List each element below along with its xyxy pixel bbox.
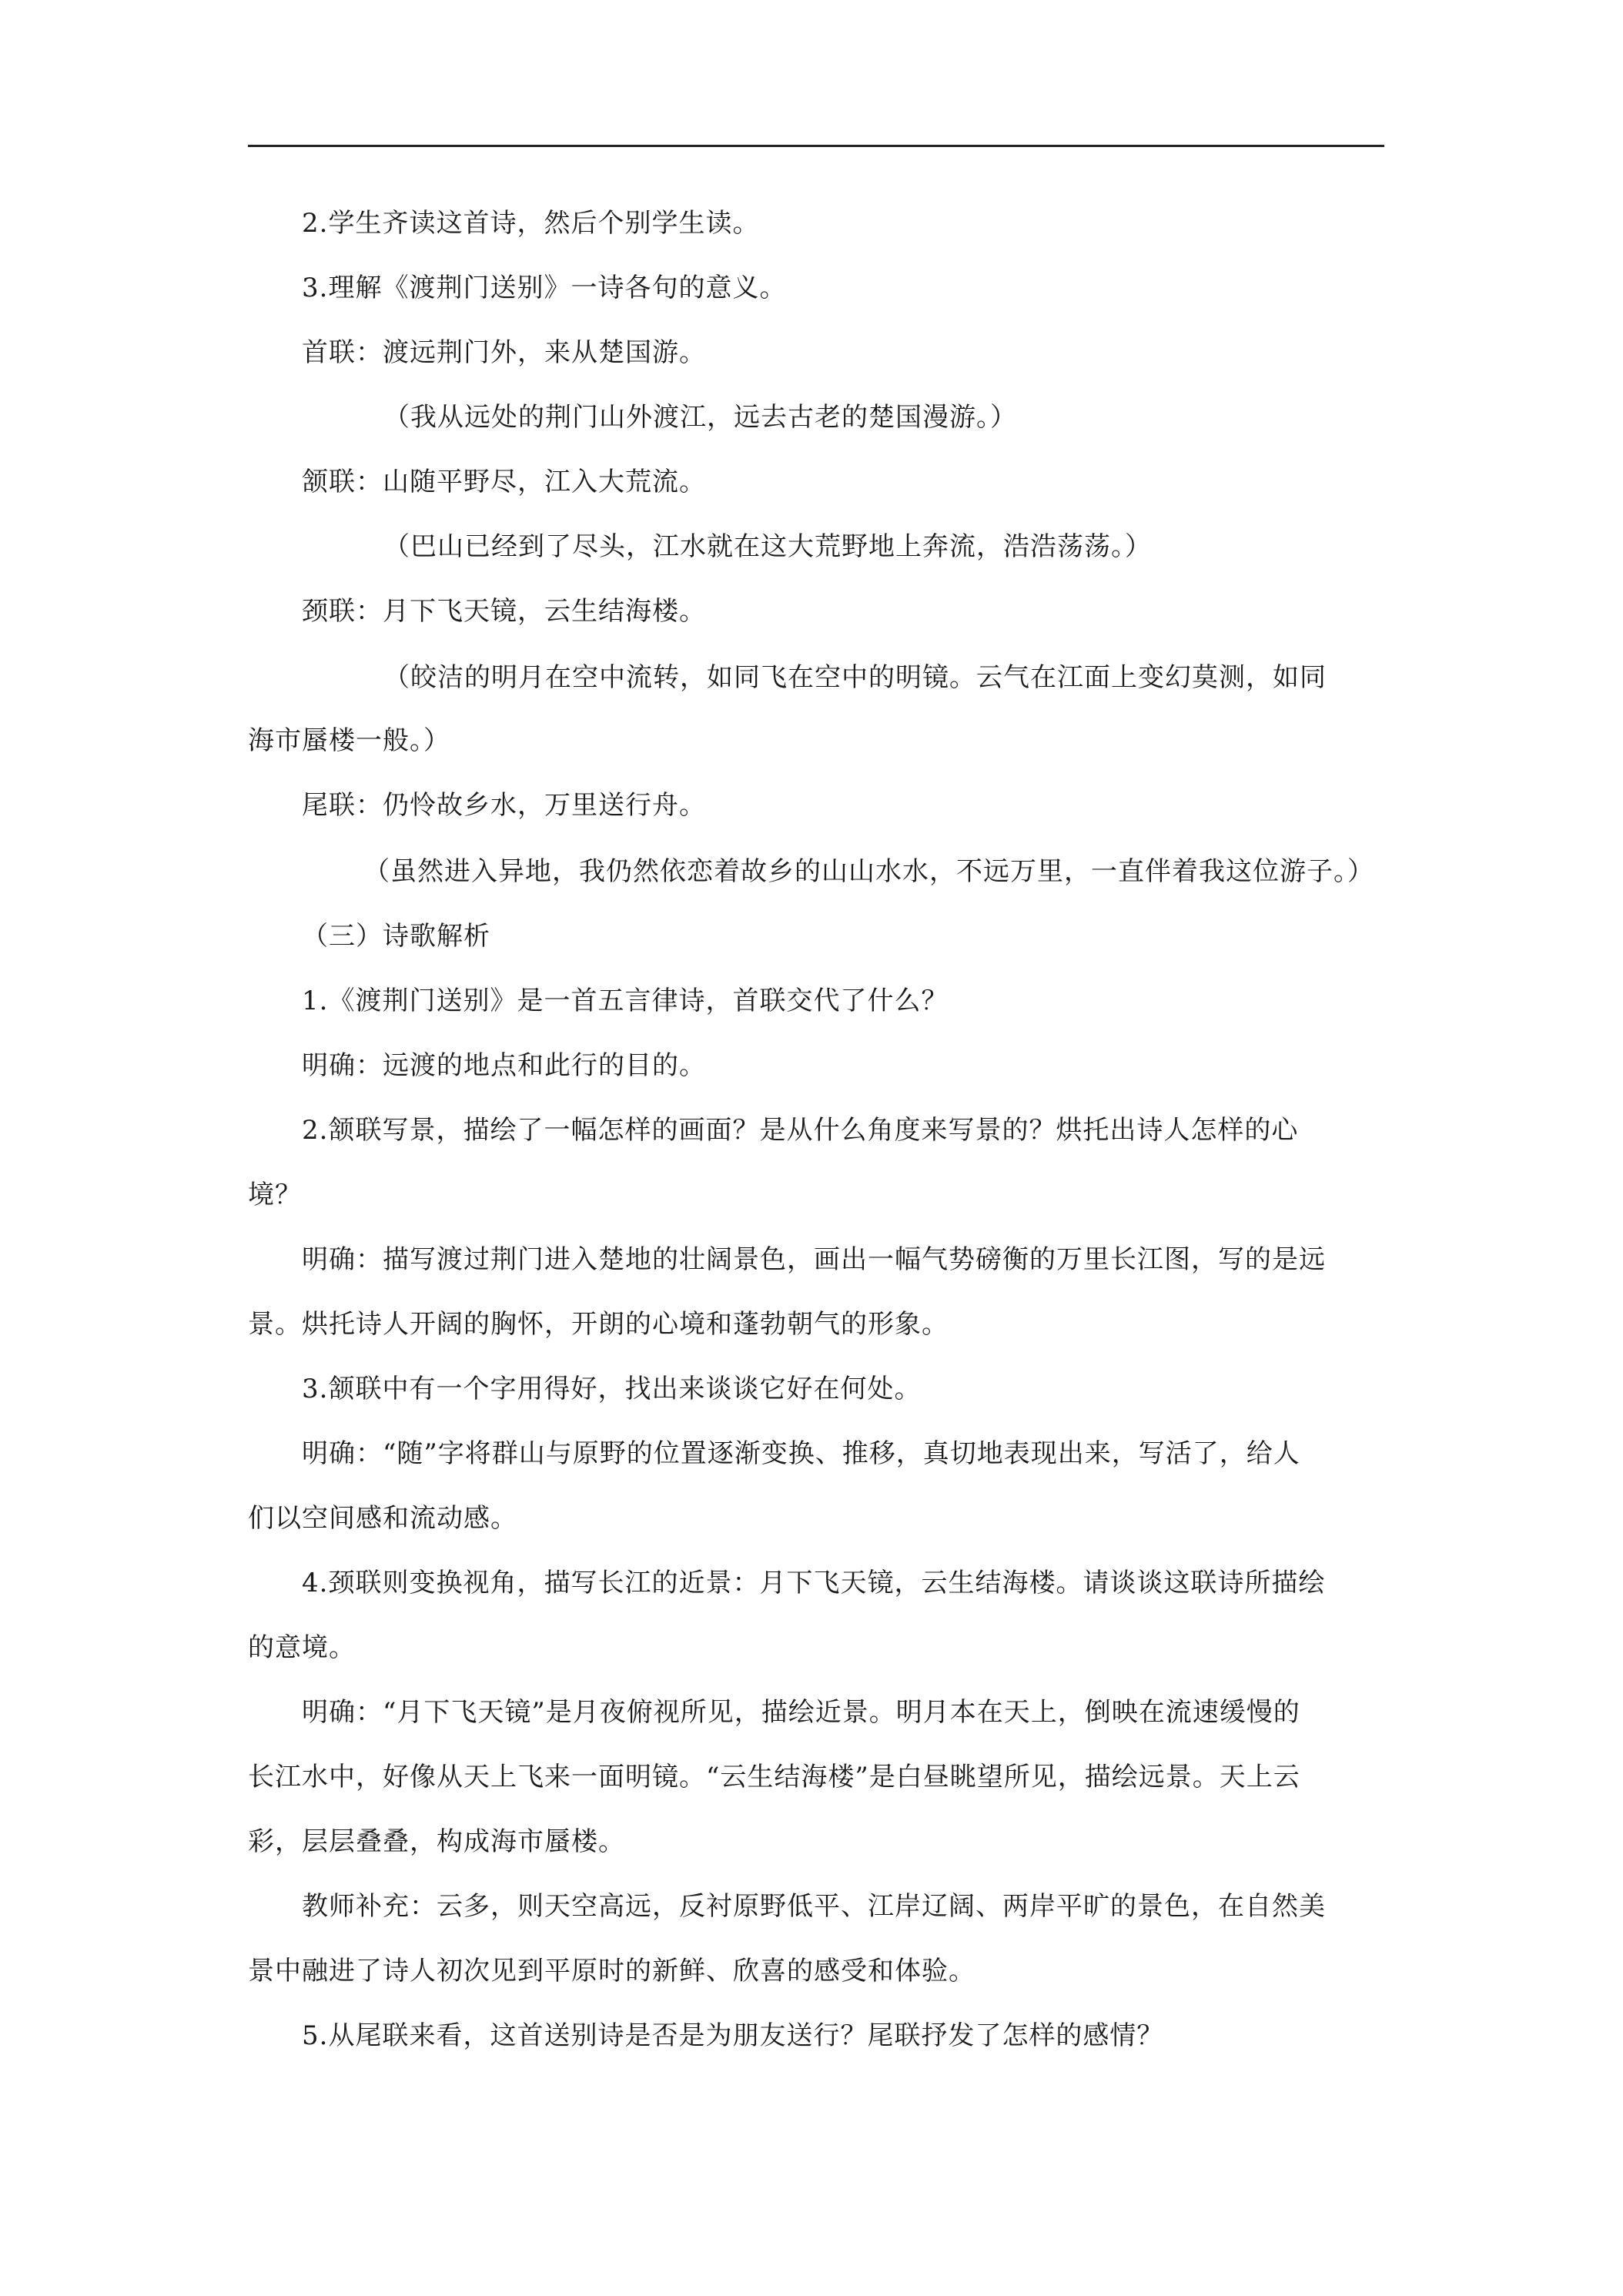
paragraph-line: （我从远处的荆门山外渡江，远去古老的楚国漫游。） — [383, 402, 1017, 433]
paragraph-line: 4.颈联则变换视角，描写长江的近景：月下飞天镜，云生结海楼。请谈谈这联诗所描绘 — [302, 1568, 1326, 1598]
paragraph-line: 长江水中，好像从天上飞来一面明镜。“云生结海楼”是白昼眺望所见，描绘远景。天上云 — [248, 1762, 1300, 1792]
paragraph-line: 明确：“随”字将群山与原野的位置逐渐变换、推移，真切地表现出来，写活了，给人 — [302, 1438, 1300, 1469]
paragraph-line: 明确：远渡的地点和此行的目的。 — [302, 1050, 706, 1081]
paragraph-line: 彩，层层叠叠，构成海市蜃楼。 — [248, 1826, 625, 1857]
paragraph-line: 景。烘托诗人开阔的胸怀，开朗的心境和蓬勃朝气的形象。 — [248, 1309, 949, 1340]
paragraph-line: 们以空间感和流动感。 — [248, 1503, 517, 1534]
paragraph-line: 5.从尾联来看，这首送别诗是否是为朋友送行？尾联抒发了怎样的感情？ — [302, 2020, 1164, 2051]
paragraph-line: 的意境。 — [248, 1632, 356, 1663]
paragraph-line: 颔联：山随平野尽，江入大荒流。 — [302, 467, 706, 497]
paragraph-line: 境？ — [248, 1180, 302, 1210]
header-rule — [248, 145, 1384, 147]
paragraph-line: 颈联：月下飞天镜，云生结海楼。 — [302, 596, 706, 627]
paragraph-line: 海市蜃楼一般。） — [248, 725, 450, 756]
paragraph-line: （虽然进入异地，我仍然依恋着故乡的山山水水，不远万里，一直伴着我这位游子。） — [363, 856, 1374, 887]
paragraph-line: （巴山已经到了尽头，江水就在这大荒野地上奔流，浩浩荡荡。） — [383, 531, 1152, 562]
paragraph-line: 1.《渡荆门送别》是一首五言律诗，首联交代了什么？ — [302, 986, 949, 1016]
paragraph-line: 尾联：仍怜故乡水，万里送行舟。 — [302, 790, 706, 821]
paragraph-line: 明确：描写渡过荆门进入楚地的壮阔景色，画出一幅气势磅衡的万里长江图，写的是远 — [302, 1244, 1326, 1275]
paragraph-line: 首联：渡远荆门外，来从楚国游。 — [302, 337, 706, 368]
paragraph-line: 教师补充：云多，则天空高远，反衬原野低平、江岸辽阔、两岸平旷的景色，在自然美 — [302, 1891, 1326, 1922]
paragraph-line: 3.理解《渡荆门送别》一诗各句的意义。 — [302, 273, 787, 303]
paragraph-line: 2.颔联写景，描绘了一幅怎样的画面？是从什么角度来写景的？烘托出诗人怎样的心 — [302, 1115, 1299, 1146]
section-heading: （三）诗歌解析 — [302, 921, 490, 952]
paragraph-line: 明确：“月下飞天镜”是月夜俯视所见，描绘近景。明月本在天上，倒映在流速缓慢的 — [302, 1697, 1300, 1728]
paragraph-line: 景中融进了诗人初次见到平原时的新鲜、欣喜的感受和体验。 — [248, 1956, 975, 1986]
paragraph-line: （皎洁的明月在空中流转，如同飞在空中的明镜。云气在江面上变幻莫测，如同 — [383, 662, 1327, 693]
paragraph-line: 3.颔联中有一个字用得好，找出来谈谈它好在何处。 — [302, 1374, 922, 1404]
paragraph-line: 2.学生齐读这首诗，然后个别学生读。 — [302, 208, 760, 239]
